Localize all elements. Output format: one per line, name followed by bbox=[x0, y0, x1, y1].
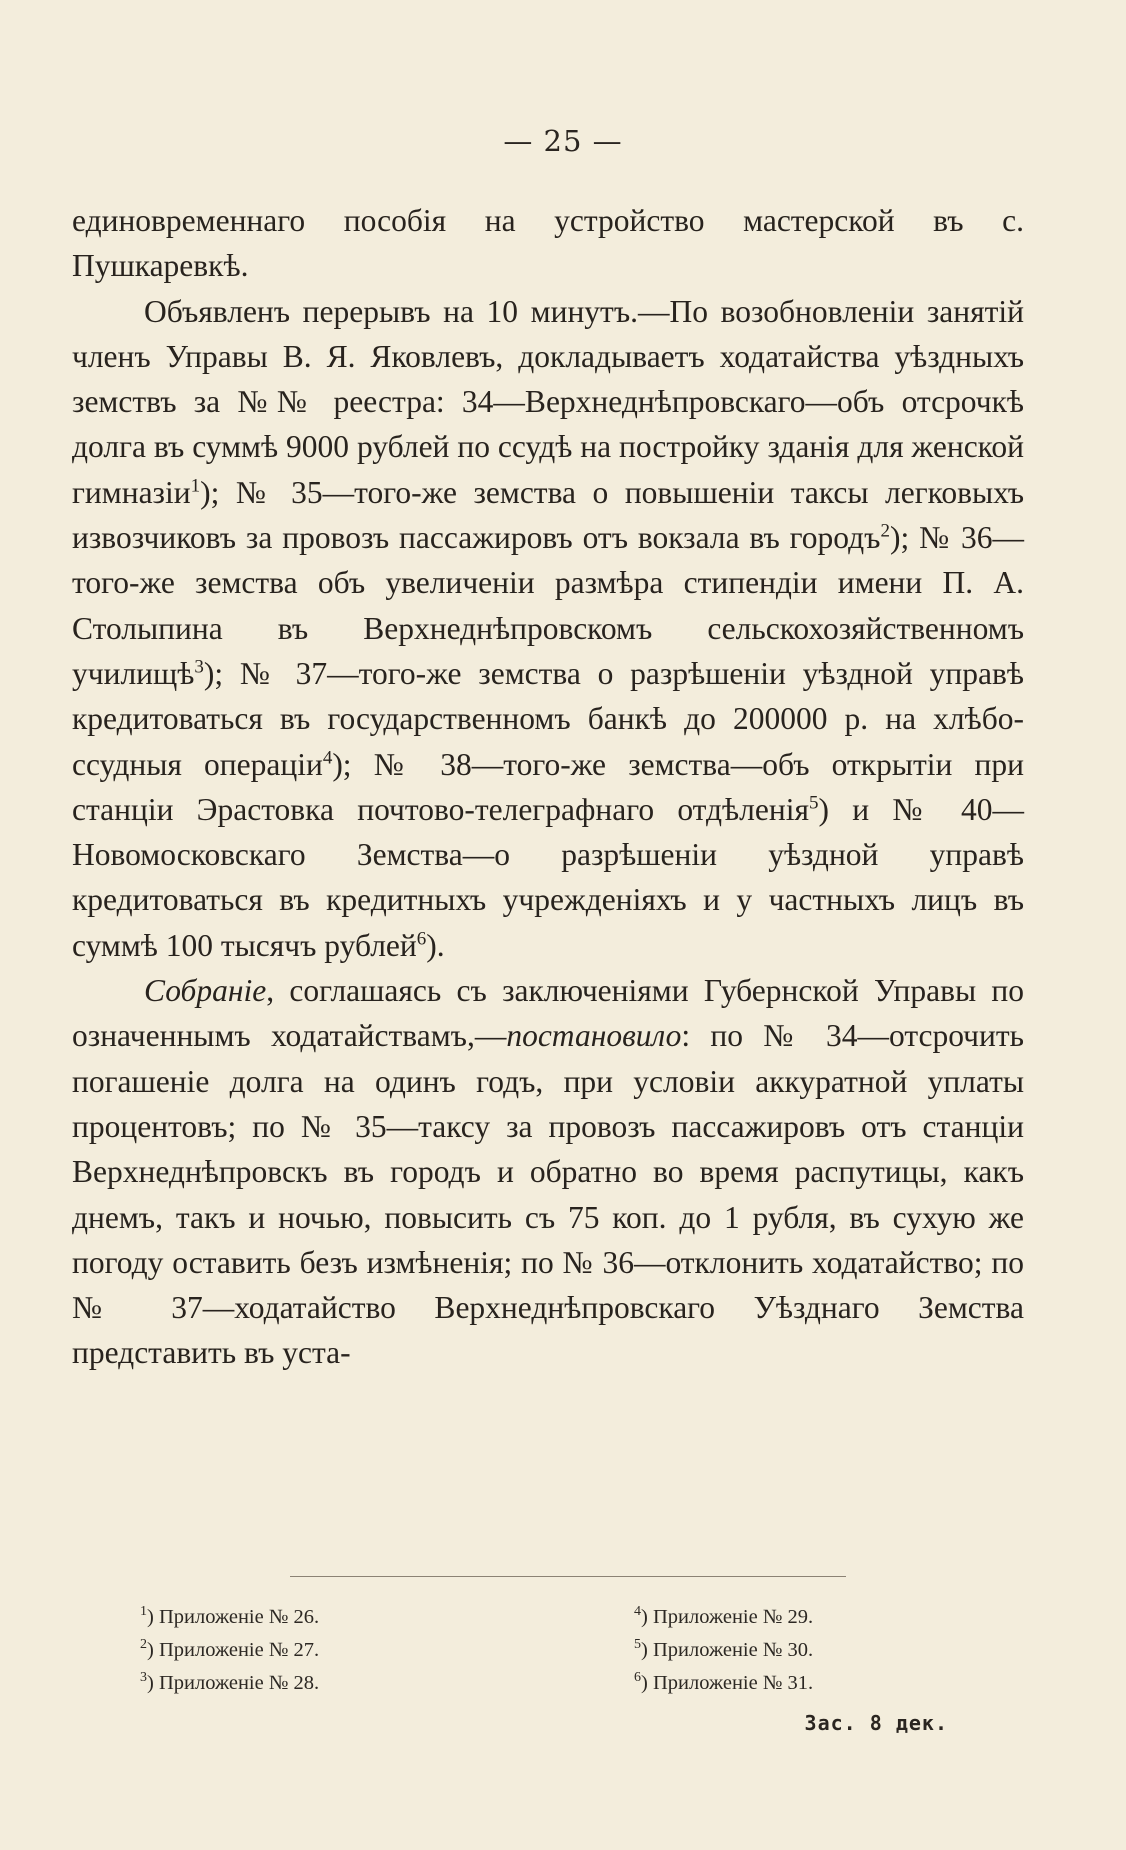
body-text bbox=[72, 198, 1024, 1376]
footnote-text: ) Приложеніе № 29. bbox=[641, 1606, 814, 1628]
footnote-ref: 5 bbox=[808, 792, 819, 814]
footnotes-column-right bbox=[634, 1601, 813, 1700]
footnote-number: 6 bbox=[634, 1670, 641, 1686]
emphasis-postanovilo: постановило bbox=[506, 1018, 682, 1054]
footnote-ref: 1 bbox=[190, 475, 201, 497]
footnote bbox=[634, 1667, 813, 1700]
footnote-text: ) Приложеніе № 31. bbox=[641, 1672, 814, 1694]
footnote bbox=[634, 1601, 813, 1634]
footnote-number: 1 bbox=[140, 1604, 147, 1620]
paragraph-resolution bbox=[72, 968, 1024, 1376]
footnotes-column-left bbox=[140, 1601, 319, 1700]
footnote bbox=[140, 1601, 319, 1634]
footnote-text: ) Приложеніе № 26. bbox=[147, 1606, 320, 1628]
text-run: , соглашаясь съ заключеніями Губернской Управы по означеннымъ ходатайствамъ,— bbox=[72, 973, 1024, 1054]
footnote-divider bbox=[290, 1576, 846, 1577]
footnote-number: 4 bbox=[634, 1604, 641, 1620]
text-run: : по № 34—отсрочить погашеніе долга на одинъ годъ, при условіи аккуратной уплаты процентовъ; по № 35—таксу за провозъ пассажировъ отъ станціи Верхнеднѣпровскъ въ городъ и обратно во время распутицы, какъ днемъ, такъ и ночью, повысить съ 75 коп. до 1 рубля, въ сухую же погоду оставить безъ измѣненія; по № 36—отклонить ходатайство; по № 37—ходатайство Верхнеднѣпровскаго Уѣзднаго Земства представить въ уста- bbox=[72, 1018, 1024, 1371]
footnote-ref: 4 bbox=[322, 747, 333, 769]
footnote-number: 5 bbox=[634, 1637, 641, 1653]
footnote-text: ) Приложеніе № 28. bbox=[147, 1672, 320, 1694]
footnote-ref: 3 bbox=[194, 656, 204, 678]
text-run: ); № 38—того-же земства—объ открытіи при станціи Эрастовка почтово-телеграфнаго отдѣленія bbox=[72, 746, 1024, 827]
page-number: — 25 — bbox=[503, 124, 623, 158]
session-mark: Зас. 8 дек. bbox=[804, 1711, 948, 1735]
text-run: ); № 36—того-же земства объ увеличеніи размѣра стипендіи имени П. А. Столыпина въ Верхнеднѣпровскомъ сельскохозяйственномъ училищѣ bbox=[72, 520, 1025, 691]
emphasis-sobranie: Собраніе bbox=[144, 973, 267, 1009]
text-run: ) и № 40—Новомосковскаго Земства—о разрѣшеніи уѣздной управѣ кредитоваться въ кредитныхъ учрежденіяхъ и у частныхъ лицъ въ суммѣ 100 тысячъ рублей bbox=[72, 791, 1024, 963]
footnote-number: 2 bbox=[140, 1637, 147, 1653]
paragraph-petitions bbox=[72, 289, 1024, 968]
footnote-text: ) Приложеніе № 27. bbox=[147, 1639, 320, 1661]
text-run: ); № 37—того-же земства о разрѣшеніи уѣздной управѣ кредитоваться въ государственномъ банкѣ до 200000 р. на хлѣбо-ссудныя операціи bbox=[72, 655, 1024, 782]
paragraph-continuation: единовременнаго пособія на устройство мастерской въ с. Пушкаревкѣ. bbox=[72, 203, 1024, 284]
text-run: ). bbox=[426, 927, 445, 963]
text-run: ); № 35—того-же земства о повышеніи таксы легковыхъ извозчиковъ за провозъ пассажировъ отъ вокзала въ городъ bbox=[72, 474, 1024, 556]
footnote bbox=[140, 1634, 319, 1667]
footnote bbox=[140, 1667, 319, 1700]
text-run: Объявленъ перерывъ на 10 минутъ.—По возобновленіи занятій членъ Управы В. Я. Яковлевъ, докладываетъ ходатайства уѣздныхъ земствъ за №№ реестра: 34—Верхнеднѣпровскаго—объ отсрочкѣ долга въ суммѣ 9000 рублей по ссудѣ на постройку зданія для женской гимназіи bbox=[72, 293, 1024, 510]
footnote bbox=[634, 1634, 813, 1667]
footnote-ref: 6 bbox=[416, 928, 427, 950]
footnote-ref: 2 bbox=[880, 520, 890, 542]
footnote-text: ) Приложеніе № 30. bbox=[641, 1639, 814, 1661]
footnote-number: 3 bbox=[140, 1670, 147, 1686]
